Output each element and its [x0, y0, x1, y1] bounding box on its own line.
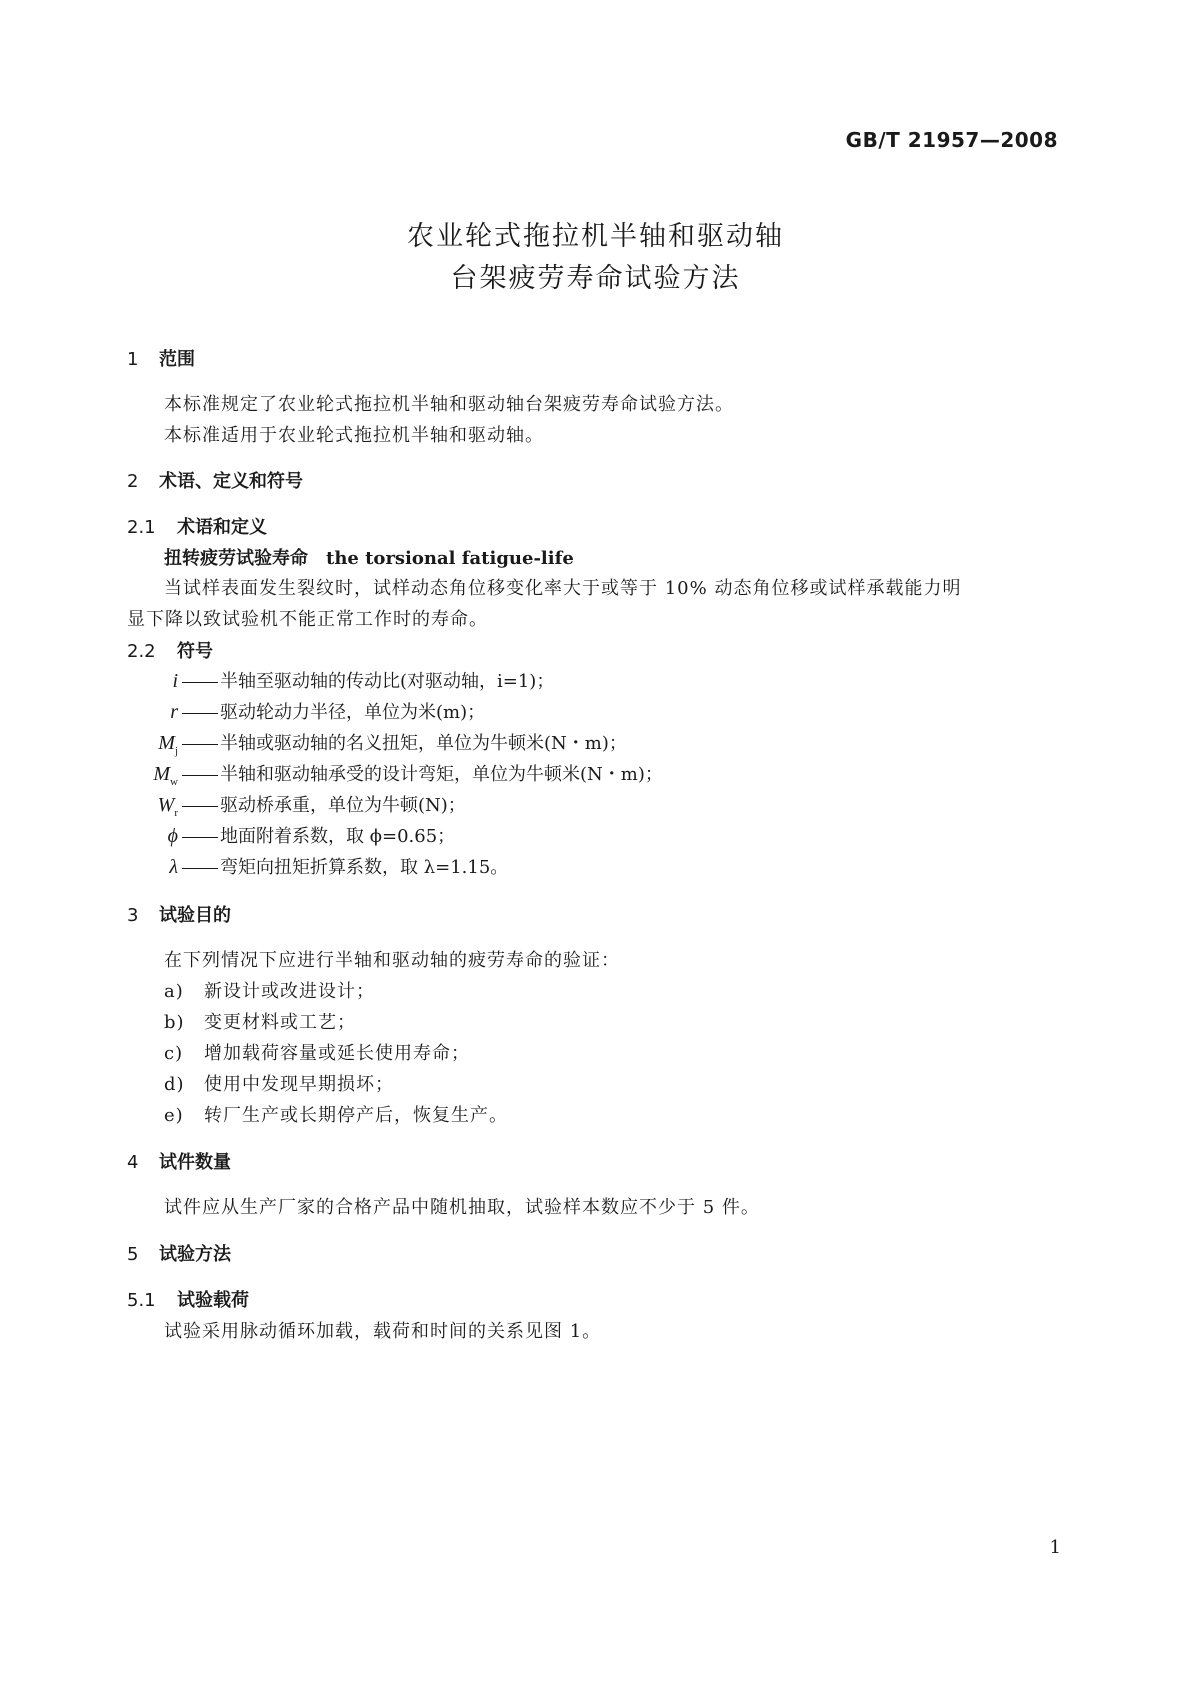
em-dash: [182, 713, 218, 714]
section-title: 试件数量: [159, 1152, 231, 1173]
symbol: r: [170, 701, 178, 723]
symbol-row: [108, 698, 485, 726]
section-2-heading: [127, 467, 303, 493]
paragraph: 本标准规定了农业轮式拖拉机半轴和驱动轴台架疲劳寿命试验方法。: [164, 394, 734, 415]
definition-line: 当试样表面发生裂纹时，试样动态角位移变化率大于或等于 10% 动态角位移或试样承载能力明: [164, 578, 962, 599]
symbol-row: [108, 667, 554, 695]
term-chinese: 扭转疲劳试验寿命: [164, 548, 308, 569]
em-dash: [182, 837, 218, 838]
section-title: 试验方法: [159, 1244, 231, 1265]
symbol-row: [108, 791, 466, 819]
symbol-row: [108, 729, 627, 757]
symbol: ϕ: [167, 825, 178, 847]
symbol-description: 驱动桥承重，单位为牛顿(N)；: [220, 795, 466, 816]
symbol-description: 地面附着系数，取 ϕ=0.65；: [220, 826, 456, 847]
symbol: $M_w$: [153, 763, 178, 788]
section-2-2-heading: [127, 637, 213, 663]
paragraph: 试验采用脉动循环加载，载荷和时间的关系见图 1。: [164, 1321, 602, 1342]
list-item: a) 新设计或改进设计；: [164, 981, 375, 1002]
symbol-row: [108, 822, 455, 850]
symbol-row: [108, 853, 508, 881]
section-number: 2.1: [127, 517, 156, 538]
document-title-line1: 农业轮式拖拉机半轴和驱动轴: [407, 221, 784, 252]
term-entry: [164, 544, 574, 570]
section-number: 4: [127, 1152, 139, 1173]
section-number: 3: [127, 905, 139, 926]
symbol-description: 弯矩向扭矩折算系数，取 λ=1.15。: [220, 857, 509, 878]
section-2-1-heading: [127, 513, 267, 539]
symbol-description: 半轴和驱动轴承受的设计弯矩，单位为牛顿米(N・m)；: [220, 764, 663, 785]
em-dash: [182, 744, 218, 745]
paragraph: 本标准适用于农业轮式拖拉机半轴和驱动轴。: [164, 425, 544, 446]
em-dash: [182, 806, 218, 807]
document-title-line2: 台架疲劳寿命试验方法: [450, 263, 741, 294]
section-number: 5.1: [127, 1290, 156, 1311]
em-dash: [182, 868, 218, 869]
symbol-row: [108, 760, 663, 788]
section-title: 试验目的: [159, 905, 231, 926]
symbol-description: 半轴或驱动轴的名义扭矩，单位为牛顿米(N・m)；: [220, 733, 627, 754]
term-english: the torsional fatigue-life: [326, 548, 574, 569]
list-item: d) 使用中发现早期损坏；: [164, 1074, 394, 1095]
standard-code: GB/T 21957—2008: [845, 128, 1058, 152]
symbol-description: 半轴至驱动轴的传动比(对驱动轴，i=1)；: [220, 671, 555, 692]
section-4-heading: [127, 1148, 231, 1174]
symbol: i: [172, 670, 178, 692]
em-dash: [182, 775, 218, 776]
section-title: 符号: [177, 641, 213, 662]
symbol: $W_r$: [157, 794, 178, 819]
section-number: 2: [127, 471, 139, 492]
symbol: $M_j$: [158, 732, 178, 757]
section-3-heading: [127, 901, 231, 927]
section-title: 试验载荷: [177, 1290, 249, 1311]
symbol: λ: [169, 856, 178, 878]
section-5-1-heading: [127, 1286, 249, 1312]
definition-line: 显下降以致试验机不能正常工作时的寿命。: [127, 609, 488, 630]
section-number: 1: [127, 349, 139, 370]
section-number: 5: [127, 1244, 139, 1265]
paragraph: 试件应从生产厂家的合格产品中随机抽取，试验样本数应不少于 5 件。: [164, 1197, 760, 1218]
section-title: 范围: [159, 349, 195, 370]
section-1-heading: [127, 345, 195, 371]
section-number: 2.2: [127, 641, 156, 662]
section-title: 术语、定义和符号: [159, 471, 303, 492]
list-item: b) 变更材料或工艺；: [164, 1012, 356, 1033]
list-item: e) 转厂生产或长期停产后，恢复生产。: [164, 1105, 508, 1126]
symbol-description: 驱动轮动力半径，单位为米(m)；: [220, 702, 486, 723]
page-number: 1: [1049, 1537, 1061, 1558]
paragraph: 在下列情况下应进行半轴和驱动轴的疲劳寿命的验证：: [164, 950, 620, 971]
list-item: c) 增加载荷容量或延长使用寿命；: [164, 1043, 470, 1064]
em-dash: [182, 682, 218, 683]
section-5-heading: [127, 1240, 231, 1266]
section-title: 术语和定义: [177, 517, 267, 538]
